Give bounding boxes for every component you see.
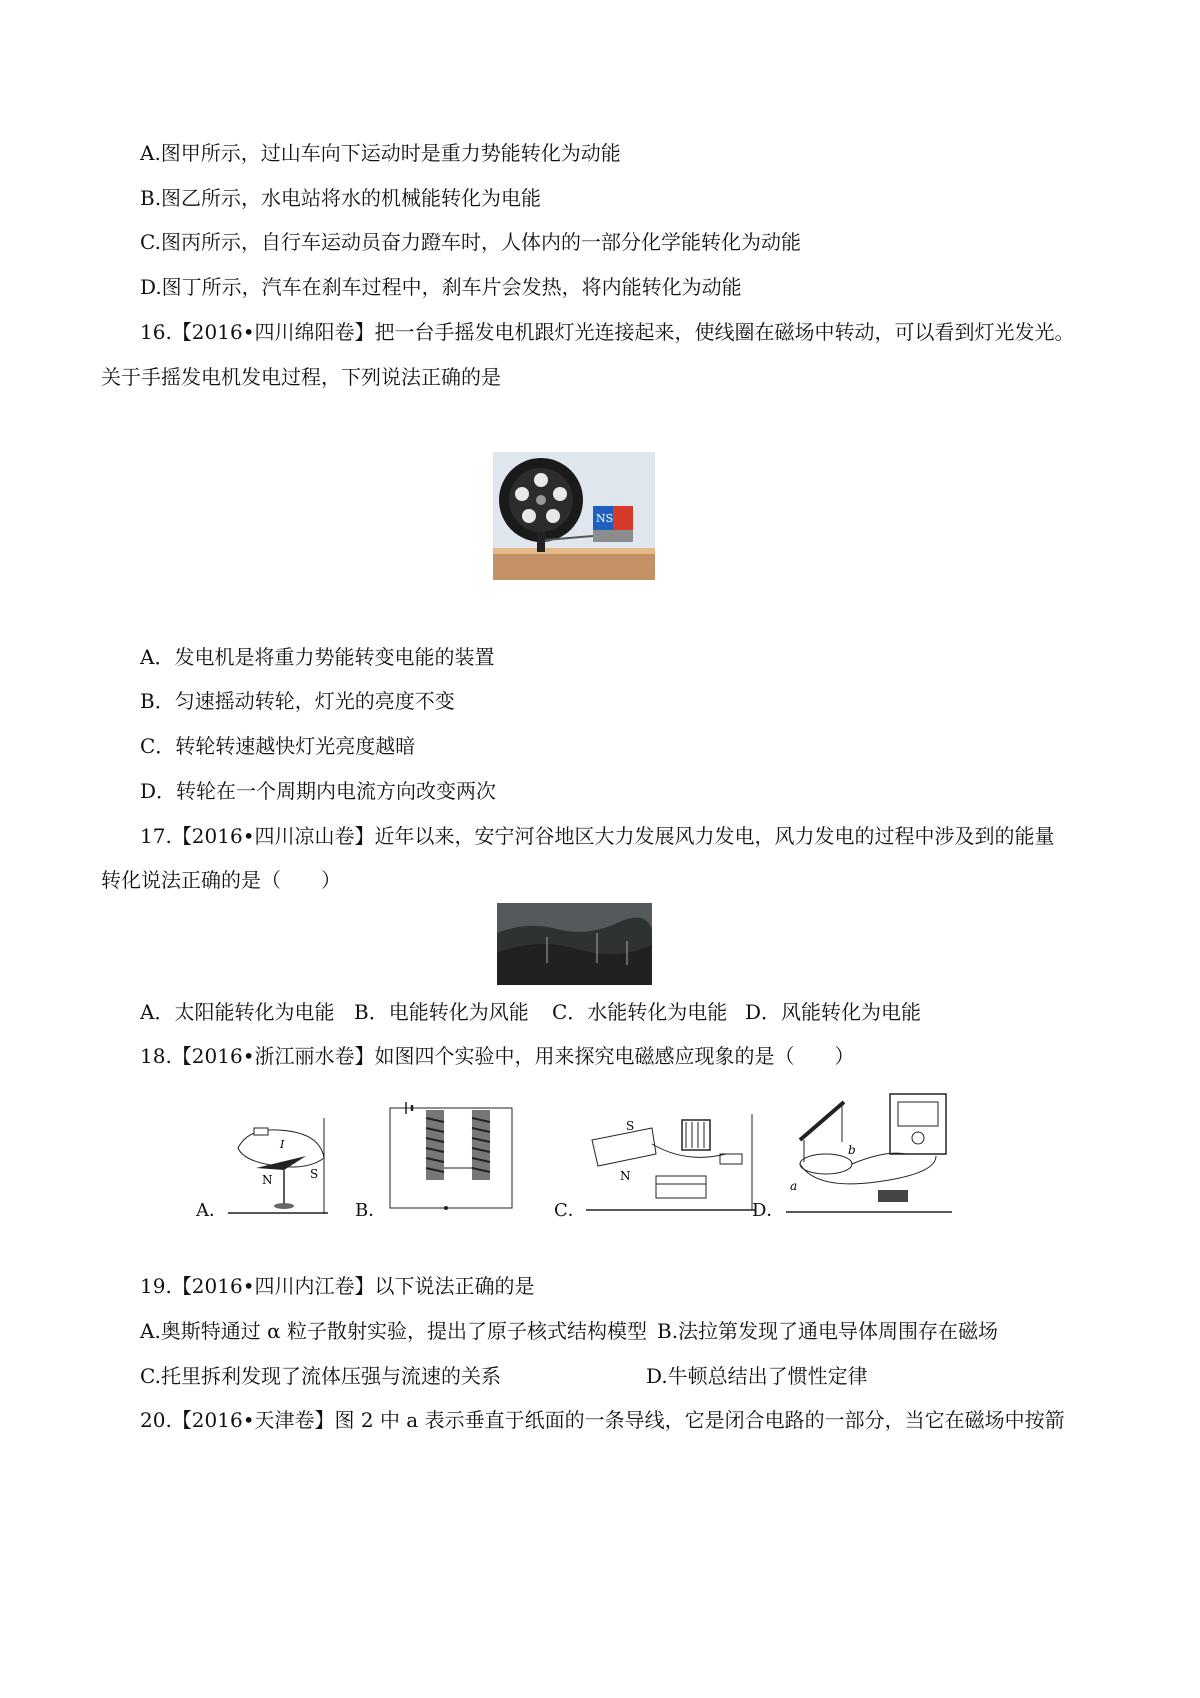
q17-option-d: D．风能转化为电能 [745,1000,922,1024]
q17-option-c: C．水能转化为电能 [552,1000,728,1024]
q18-figure-b [386,1098,516,1212]
q19-option-a: A.奥斯特通过 α 粒子散射实验，提出了原子核式结构模型 [140,1319,648,1343]
q16-stem-line2: 关于手摇发电机发电过程，下列说法正确的是 [101,365,501,389]
q16-stem-line1: 16.【2016•四川绵阳卷】把一台手摇发电机跟灯光连接起来，使线圈在磁场中转动，可以看到灯光发光。 [140,320,1075,344]
q18-c-s-label: S [626,1119,635,1133]
q20-stem: 20.【2016•天津卷】图 2 中 a 表示垂直于纸面的一条导线，它是闭合电路的一部分，当它在磁场中按箭 [140,1408,1065,1432]
q18-label-d: D． [752,1200,785,1221]
q17-option-b: B．电能转化为风能 [354,1000,529,1024]
q18-a-s-label: S [310,1167,319,1181]
q19-option-b: B.法拉第发现了通电导体周围存在磁场 [657,1319,999,1343]
q17-option-a: A．太阳能转化为电能 [140,1000,335,1024]
q18-a-current-label: I [280,1138,285,1151]
q16-option-c: C．转轮转速越快灯光亮度越暗 [140,734,416,758]
q15-option-b: B.图乙所示，水电站将水的机械能转化为电能 [140,186,542,210]
q17-stem-line2: 转化说法正确的是（ ） [101,868,341,892]
q16-option-b: B．匀速摇动转轮，灯光的亮度不变 [140,689,455,713]
q18-label-a: A． [196,1200,227,1221]
q17-stem-line1: 17.【2016•四川凉山卷】近年以来，安宁河谷地区大力发展风力发电，风力发电的过程中涉及到的能量 [140,824,1055,848]
wind-farm-photo [497,903,652,985]
q18-figure-a [228,1118,328,1214]
q18-d-a-label: a [790,1179,798,1193]
q18-a-n-label: N [262,1173,273,1187]
q16-option-a: A．发电机是将重力势能转变电能的装置 [140,645,495,669]
q15-option-c: C.图丙所示，自行车运动员奋力蹬车时，人体内的一部分化学能转化为动能 [140,230,801,254]
q15-option-a: A.图甲所示，过山车向下运动时是重力势能转化为动能 [140,141,621,165]
q15-option-d: D.图丁所示，汽车在刹车过程中，刹车片会发热，将内能转化为动能 [140,275,742,299]
q18-label-c: C． [554,1200,586,1221]
q18-figure-c [586,1114,756,1214]
q18-figure-d [786,1090,952,1214]
q18-c-n-label: N [620,1169,631,1183]
q19-option-c: C.托里拆利发现了流体压强与流速的关系 [140,1364,501,1388]
q18-d-b-label: b [848,1143,856,1157]
hand-crank-generator-photo [493,452,655,580]
magnet-label: NS [596,512,614,525]
q16-option-d: D．转轮在一个周期内电流方向改变两次 [140,779,497,803]
q18-stem: 18.【2016•浙江丽水卷】如图四个实验中，用来探究电磁感应现象的是（ ） [140,1044,855,1068]
q18-label-b: B． [355,1200,387,1221]
q19-stem: 19.【2016•四川内江卷】以下说法正确的是 [140,1274,535,1298]
q19-option-d: D.牛顿总结出了惯性定律 [646,1364,868,1388]
